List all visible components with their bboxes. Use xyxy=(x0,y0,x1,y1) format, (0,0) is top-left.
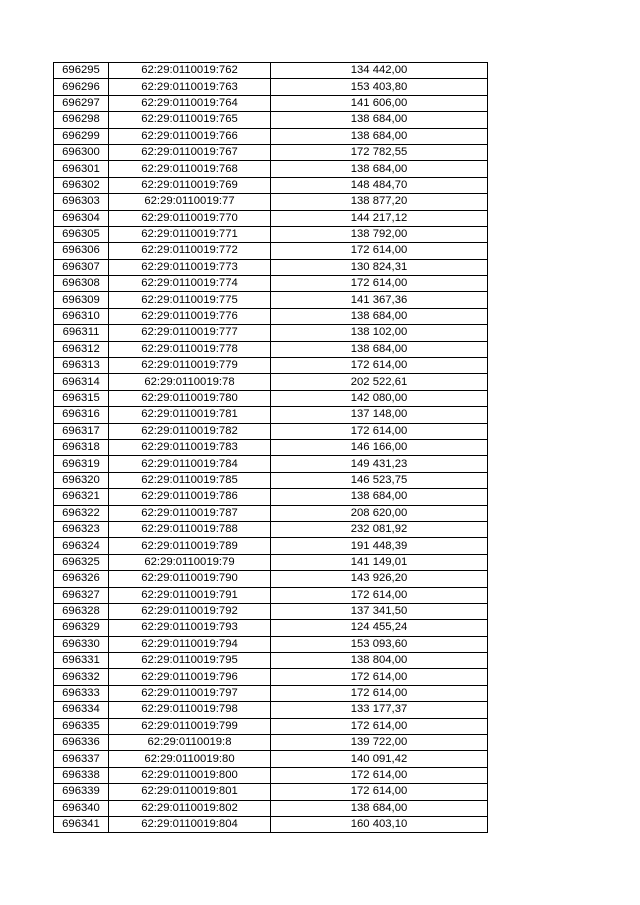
value-cell: 146 166,00 xyxy=(271,439,488,455)
cadastral-number-cell: 62:29:0110019:773 xyxy=(109,259,271,275)
row-number-cell: 696319 xyxy=(54,456,109,472)
table-row xyxy=(54,276,488,292)
value-cell: 138 684,00 xyxy=(271,341,488,357)
table-row xyxy=(54,95,488,111)
row-number-cell: 696307 xyxy=(54,259,109,275)
cadastral-number-cell: 62:29:0110019:776 xyxy=(109,308,271,324)
row-number-cell: 696296 xyxy=(54,79,109,95)
row-number-cell: 696315 xyxy=(54,390,109,406)
row-number-cell: 696318 xyxy=(54,439,109,455)
value-cell: 133 177,37 xyxy=(271,702,488,718)
cadastral-value-table xyxy=(53,62,488,833)
table-row xyxy=(54,603,488,619)
cadastral-number-cell: 62:29:0110019:790 xyxy=(109,571,271,587)
value-cell: 138 684,00 xyxy=(271,128,488,144)
row-number-cell: 696341 xyxy=(54,816,109,832)
row-number-cell: 696295 xyxy=(54,63,109,79)
cadastral-number-cell: 62:29:0110019:788 xyxy=(109,521,271,537)
row-number-cell: 696308 xyxy=(54,276,109,292)
cadastral-number-cell: 62:29:0110019:777 xyxy=(109,325,271,341)
value-cell: 138 804,00 xyxy=(271,653,488,669)
cadastral-number-cell: 62:29:0110019:796 xyxy=(109,669,271,685)
cadastral-number-cell: 62:29:0110019:794 xyxy=(109,636,271,652)
table-row xyxy=(54,194,488,210)
table-row xyxy=(54,702,488,718)
cadastral-number-cell: 62:29:0110019:767 xyxy=(109,144,271,160)
table-row xyxy=(54,374,488,390)
row-number-cell: 696310 xyxy=(54,308,109,324)
row-number-cell: 696335 xyxy=(54,718,109,734)
value-cell: 141 149,01 xyxy=(271,554,488,570)
table-row xyxy=(54,423,488,439)
value-cell: 138 877,20 xyxy=(271,194,488,210)
value-cell: 138 792,00 xyxy=(271,226,488,242)
table-row xyxy=(54,128,488,144)
cadastral-number-cell: 62:29:0110019:775 xyxy=(109,292,271,308)
value-cell: 153 093,60 xyxy=(271,636,488,652)
row-number-cell: 696324 xyxy=(54,538,109,554)
cadastral-number-cell: 62:29:0110019:77 xyxy=(109,194,271,210)
value-cell: 153 403,80 xyxy=(271,79,488,95)
value-cell: 138 102,00 xyxy=(271,325,488,341)
value-cell: 124 455,24 xyxy=(271,620,488,636)
cadastral-number-cell: 62:29:0110019:772 xyxy=(109,243,271,259)
table-row xyxy=(54,554,488,570)
table-row xyxy=(54,407,488,423)
cadastral-number-cell: 62:29:0110019:771 xyxy=(109,226,271,242)
value-cell: 138 684,00 xyxy=(271,112,488,128)
row-number-cell: 696306 xyxy=(54,243,109,259)
value-cell: 148 484,70 xyxy=(271,177,488,193)
value-cell: 172 614,00 xyxy=(271,423,488,439)
value-cell: 208 620,00 xyxy=(271,505,488,521)
row-number-cell: 696332 xyxy=(54,669,109,685)
row-number-cell: 696326 xyxy=(54,571,109,587)
row-number-cell: 696330 xyxy=(54,636,109,652)
table-row xyxy=(54,571,488,587)
row-number-cell: 696304 xyxy=(54,210,109,226)
value-cell: 134 442,00 xyxy=(271,63,488,79)
value-cell: 141 367,36 xyxy=(271,292,488,308)
table-row xyxy=(54,685,488,701)
table-row xyxy=(54,718,488,734)
table-row xyxy=(54,653,488,669)
row-number-cell: 696313 xyxy=(54,358,109,374)
row-number-cell: 696316 xyxy=(54,407,109,423)
row-number-cell: 696340 xyxy=(54,800,109,816)
value-cell: 138 684,00 xyxy=(271,800,488,816)
value-cell: 172 614,00 xyxy=(271,587,488,603)
cadastral-number-cell: 62:29:0110019:768 xyxy=(109,161,271,177)
cadastral-number-cell: 62:29:0110019:763 xyxy=(109,79,271,95)
value-cell: 139 722,00 xyxy=(271,735,488,751)
table-row xyxy=(54,538,488,554)
row-number-cell: 696311 xyxy=(54,325,109,341)
value-cell: 143 926,20 xyxy=(271,571,488,587)
table-row xyxy=(54,226,488,242)
cadastral-number-cell: 62:29:0110019:781 xyxy=(109,407,271,423)
row-number-cell: 696336 xyxy=(54,735,109,751)
value-cell: 172 614,00 xyxy=(271,276,488,292)
value-cell: 141 606,00 xyxy=(271,95,488,111)
table-row xyxy=(54,308,488,324)
cadastral-number-cell: 62:29:0110019:784 xyxy=(109,456,271,472)
table-row xyxy=(54,439,488,455)
cadastral-number-cell: 62:29:0110019:769 xyxy=(109,177,271,193)
row-number-cell: 696303 xyxy=(54,194,109,210)
row-number-cell: 696325 xyxy=(54,554,109,570)
table-row xyxy=(54,505,488,521)
cadastral-number-cell: 62:29:0110019:799 xyxy=(109,718,271,734)
table-row xyxy=(54,816,488,832)
value-cell: 137 148,00 xyxy=(271,407,488,423)
row-number-cell: 696312 xyxy=(54,341,109,357)
row-number-cell: 696298 xyxy=(54,112,109,128)
value-cell: 172 614,00 xyxy=(271,767,488,783)
cadastral-number-cell: 62:29:0110019:792 xyxy=(109,603,271,619)
table-row xyxy=(54,456,488,472)
table-row xyxy=(54,735,488,751)
table-row xyxy=(54,669,488,685)
row-number-cell: 696333 xyxy=(54,685,109,701)
table-row xyxy=(54,79,488,95)
row-number-cell: 696328 xyxy=(54,603,109,619)
value-cell: 140 091,42 xyxy=(271,751,488,767)
table-row xyxy=(54,587,488,603)
value-cell: 142 080,00 xyxy=(271,390,488,406)
cadastral-number-cell: 62:29:0110019:8 xyxy=(109,735,271,751)
table-row xyxy=(54,63,488,79)
table-row xyxy=(54,112,488,128)
value-cell: 172 614,00 xyxy=(271,784,488,800)
row-number-cell: 696329 xyxy=(54,620,109,636)
row-number-cell: 696299 xyxy=(54,128,109,144)
cadastral-number-cell: 62:29:0110019:779 xyxy=(109,358,271,374)
value-cell: 172 614,00 xyxy=(271,669,488,685)
value-cell: 138 684,00 xyxy=(271,308,488,324)
row-number-cell: 696301 xyxy=(54,161,109,177)
value-cell: 172 614,00 xyxy=(271,685,488,701)
value-cell: 172 614,00 xyxy=(271,718,488,734)
cadastral-number-cell: 62:29:0110019:774 xyxy=(109,276,271,292)
table-row xyxy=(54,325,488,341)
cadastral-number-cell: 62:29:0110019:789 xyxy=(109,538,271,554)
cadastral-number-cell: 62:29:0110019:780 xyxy=(109,390,271,406)
row-number-cell: 696337 xyxy=(54,751,109,767)
cadastral-number-cell: 62:29:0110019:795 xyxy=(109,653,271,669)
row-number-cell: 696309 xyxy=(54,292,109,308)
table-row xyxy=(54,210,488,226)
table-row xyxy=(54,177,488,193)
cadastral-number-cell: 62:29:0110019:770 xyxy=(109,210,271,226)
table-row xyxy=(54,243,488,259)
cadastral-number-cell: 62:29:0110019:800 xyxy=(109,767,271,783)
table-row xyxy=(54,751,488,767)
table-row xyxy=(54,472,488,488)
row-number-cell: 696323 xyxy=(54,521,109,537)
cadastral-number-cell: 62:29:0110019:804 xyxy=(109,816,271,832)
row-number-cell: 696331 xyxy=(54,653,109,669)
table-row xyxy=(54,341,488,357)
cadastral-number-cell: 62:29:0110019:785 xyxy=(109,472,271,488)
cadastral-number-cell: 62:29:0110019:786 xyxy=(109,489,271,505)
table-row xyxy=(54,161,488,177)
table-row xyxy=(54,489,488,505)
table-row xyxy=(54,800,488,816)
table-row xyxy=(54,292,488,308)
cadastral-number-cell: 62:29:0110019:778 xyxy=(109,341,271,357)
row-number-cell: 696338 xyxy=(54,767,109,783)
table-body xyxy=(54,63,488,833)
table-row xyxy=(54,521,488,537)
cadastral-number-cell: 62:29:0110019:762 xyxy=(109,63,271,79)
cadastral-number-cell: 62:29:0110019:783 xyxy=(109,439,271,455)
value-cell: 202 522,61 xyxy=(271,374,488,390)
value-cell: 137 341,50 xyxy=(271,603,488,619)
row-number-cell: 696339 xyxy=(54,784,109,800)
table-row xyxy=(54,390,488,406)
value-cell: 160 403,10 xyxy=(271,816,488,832)
row-number-cell: 696321 xyxy=(54,489,109,505)
table-row xyxy=(54,636,488,652)
table-row xyxy=(54,259,488,275)
cadastral-number-cell: 62:29:0110019:78 xyxy=(109,374,271,390)
cadastral-number-cell: 62:29:0110019:766 xyxy=(109,128,271,144)
table-row xyxy=(54,358,488,374)
row-number-cell: 696327 xyxy=(54,587,109,603)
value-cell: 172 782,55 xyxy=(271,144,488,160)
cadastral-number-cell: 62:29:0110019:80 xyxy=(109,751,271,767)
value-cell: 138 684,00 xyxy=(271,489,488,505)
value-cell: 138 684,00 xyxy=(271,161,488,177)
value-cell: 191 448,39 xyxy=(271,538,488,554)
cadastral-number-cell: 62:29:0110019:798 xyxy=(109,702,271,718)
value-cell: 172 614,00 xyxy=(271,243,488,259)
row-number-cell: 696302 xyxy=(54,177,109,193)
value-cell: 232 081,92 xyxy=(271,521,488,537)
cadastral-number-cell: 62:29:0110019:79 xyxy=(109,554,271,570)
cadastral-number-cell: 62:29:0110019:787 xyxy=(109,505,271,521)
cadastral-number-cell: 62:29:0110019:791 xyxy=(109,587,271,603)
table-row xyxy=(54,784,488,800)
value-cell: 146 523,75 xyxy=(271,472,488,488)
table-row xyxy=(54,620,488,636)
value-cell: 172 614,00 xyxy=(271,358,488,374)
value-cell: 130 824,31 xyxy=(271,259,488,275)
row-number-cell: 696305 xyxy=(54,226,109,242)
table-row xyxy=(54,767,488,783)
row-number-cell: 696300 xyxy=(54,144,109,160)
value-cell: 144 217,12 xyxy=(271,210,488,226)
row-number-cell: 696317 xyxy=(54,423,109,439)
cadastral-number-cell: 62:29:0110019:793 xyxy=(109,620,271,636)
table-row xyxy=(54,144,488,160)
row-number-cell: 696322 xyxy=(54,505,109,521)
cadastral-number-cell: 62:29:0110019:764 xyxy=(109,95,271,111)
row-number-cell: 696297 xyxy=(54,95,109,111)
row-number-cell: 696334 xyxy=(54,702,109,718)
value-cell: 149 431,23 xyxy=(271,456,488,472)
cadastral-number-cell: 62:29:0110019:801 xyxy=(109,784,271,800)
cadastral-number-cell: 62:29:0110019:782 xyxy=(109,423,271,439)
row-number-cell: 696314 xyxy=(54,374,109,390)
cadastral-number-cell: 62:29:0110019:802 xyxy=(109,800,271,816)
cadastral-number-cell: 62:29:0110019:797 xyxy=(109,685,271,701)
cadastral-number-cell: 62:29:0110019:765 xyxy=(109,112,271,128)
row-number-cell: 696320 xyxy=(54,472,109,488)
